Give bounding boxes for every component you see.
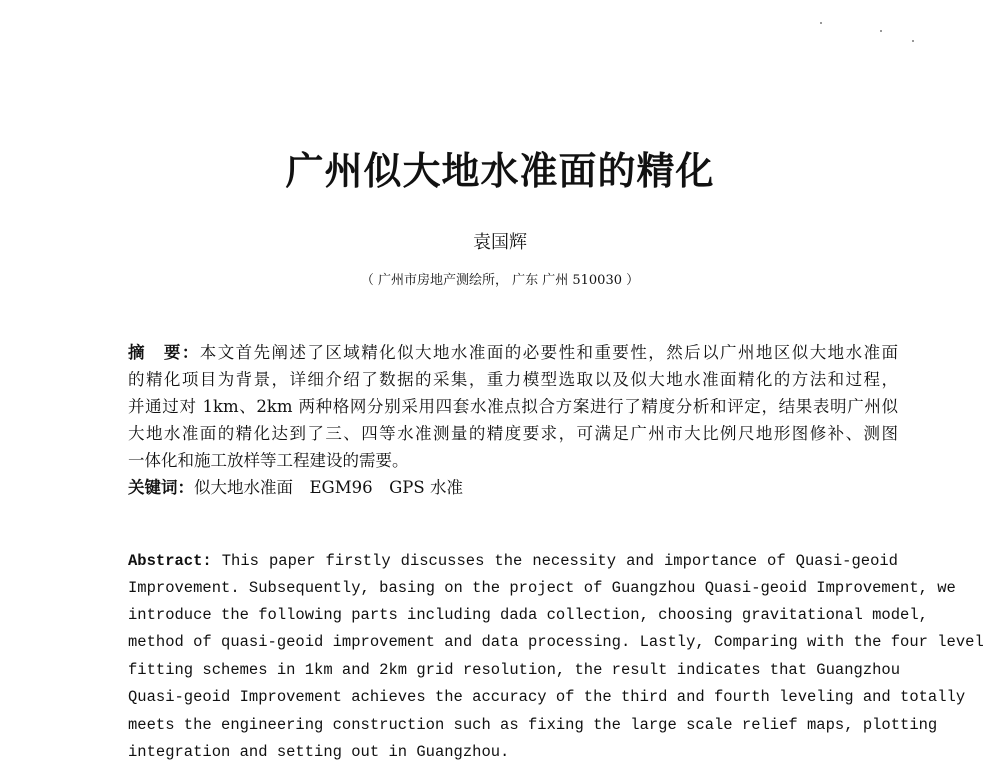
abstract-en-line	[128, 552, 898, 570]
abstract-en-line: Quasi-geoid Improvement achieves the accuracy of the third and fourth leveling and totally	[128, 688, 966, 706]
abstract-en-line: method of quasi-geoid improvement and data processing. Lastly, Comparing with the four level	[128, 633, 984, 651]
scan-speck	[880, 30, 882, 32]
abstract-cn-text: 本文首先阐述了区域精化似大地水准面的必要性和重要性，然后以广州地区似大地水准面	[199, 343, 899, 362]
abstract-cn-line: 大地水准面的精化达到了三、四等水准测量的精度要求，可满足广州市大比例尺地形图修补、测图	[128, 424, 898, 443]
abstract-en-label: Abstract:	[128, 552, 212, 570]
abstract-en-text: This paper firstly discusses the necessity and importance of Quasi-geoid	[221, 552, 898, 570]
keywords-label: 关键词：	[128, 478, 194, 497]
abstract-cn-line: 的精化项目为背景，详细介绍了数据的采集，重力模型选取以及似大地水准面精化的方法和过程，	[128, 370, 898, 389]
keywords-line	[128, 474, 898, 498]
abstract-en-line: introduce the following parts including dada collection, choosing gravitational model,	[128, 606, 928, 624]
keywords-text: 似大地水准面 EGM96 GPS 水准	[194, 478, 463, 497]
abstract-en-line: meets the engineering construction such as fixing the large scale relief maps, plotting	[128, 716, 938, 734]
author: 袁国辉	[473, 232, 527, 253]
affiliation: （ 广州市房地产测绘所， 广东 广州 510030 ）	[360, 273, 640, 288]
scan-speck	[912, 40, 914, 42]
abstract-cn-line	[128, 339, 898, 363]
abstract-cn-label: 摘 要：	[128, 343, 200, 362]
scan-speck	[820, 22, 822, 24]
abstract-en-line: Improvement. Subsequently, basing on the project of Guangzhou Quasi-geoid Improvement, we	[128, 579, 956, 597]
abstract-en-line: fitting schemes in 1km and 2km grid resolution, the result indicates that Guangzhou	[128, 661, 901, 679]
abstract-cn-line: 并通过对 1km、2km 两种格网分别采用四套水准点拟合方案进行了精度分析和评定，结果表明广州似	[128, 397, 898, 416]
abstract-cn-line: 一体化和施工放样等工程建设的需要。	[128, 451, 409, 470]
paper-title: 广州似大地水准面的精化	[285, 148, 715, 193]
abstract-en-line: integration and setting out in Guangzhou.	[128, 743, 510, 761]
